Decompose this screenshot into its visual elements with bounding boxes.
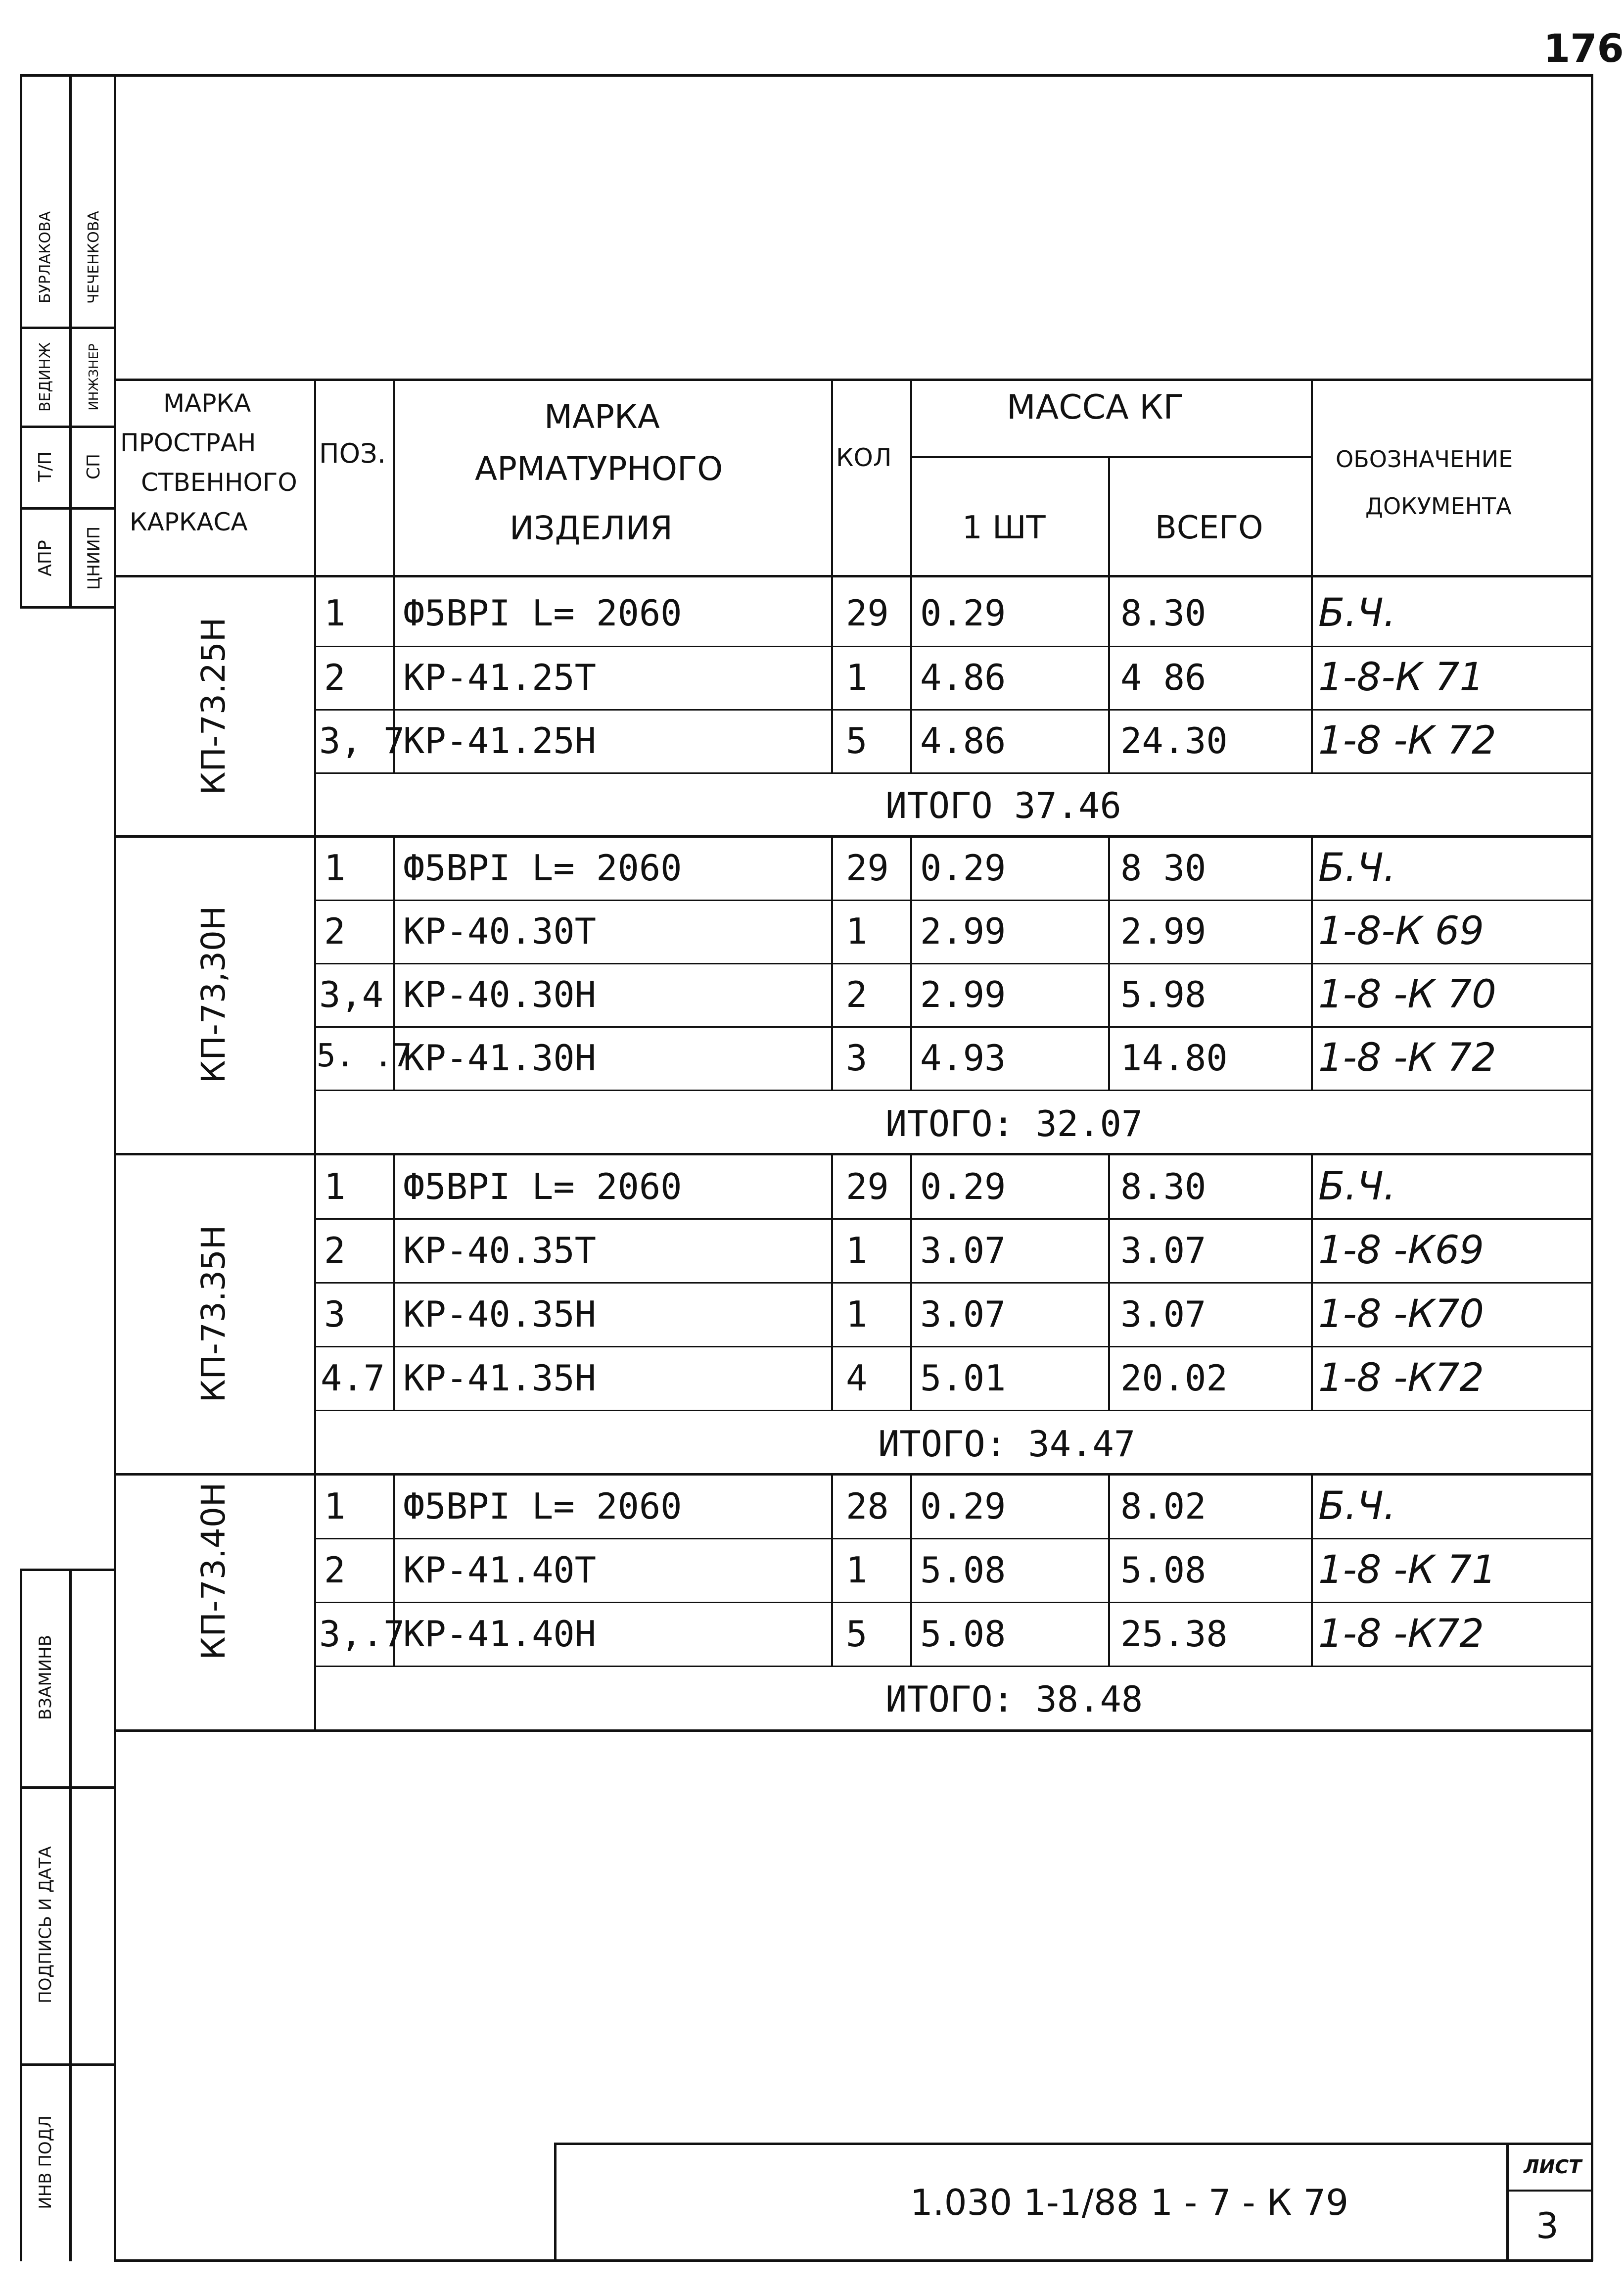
group-total: ИТОГО 37.46 — [885, 785, 1121, 826]
sheet-number: 3 — [1536, 2205, 1559, 2246]
header-bottom-rule — [114, 575, 1593, 577]
header-mass-total: ВСЕГО — [1155, 510, 1263, 546]
group-total: ИТОГО: 32.07 — [885, 1103, 1143, 1145]
drawing-sheet: 176 АПР Т/П ВЕДИНЖ БУРЛАКОВА ЦНИИП СП ИНЖЗНЕР ЧЕЧЕНКОВА ВЗАМИНВ ПОДПИСЬ И ДАТА ИНВ ПОДЛ МАРКА ПРОСТРАН СТВЕННОГО КАРКАСА ПОЗ. МАРКА АРМАТУРНОГО ИЗДЕЛИЯ КОЛ МАССА КГ 1 ШТ ВСЕГО ОБОЗНАЧЕНИЕ ДОКУМЕНТА КП-73.25Н 1 Ф5ВРI L= 2060 29 0.29 8.30 Б.Ч. 2 КР-41.25Т 1 4.86 4 86 1-8-К 71 3, 7 КР-41.25Н 5 4.86 24.30 1-8 -К 72 ИТОГО 37.46 КП-73,30Н 1 Ф5ВРI L= 2060 29 0.29 8 30 Б.Ч. 2 КР-40.30Т 1 2.99 2.99 1-8-К 69 3,4 КР-40.30Н 2 2.99 5.98 1-8 -К 70 5. .7 КР-41.30Н 3 4.93 14.80 1-8 -К 72 ИТОГО: 32.07 КП-73.35Н 1 Ф5ВРI L= 2060 29 0.29 8.30 Б.Ч. 2 КР-40.35Т 1 3.07 3.07 1-8 -К69 3 КР-40.35Н 1 3.07 3.07 1-8 -К70 4.7 КР-41.35Н 4 5.01 20.02 1-8 -К72 ИТОГО: 34.47 КП-73.40Н 1 Ф5ВРI L= 2060 28 0.29 8.02 Б.Ч. 2 КР-41.40Т 1 5.08 5.08 1-8 -К 71 3,.7 КР-41.40Н 5 5.08 25.38 1-8 -К72 ИТОГО: 38.48 1.030 1-1/88 1 - 7 - К 79 ЛИСТ 3 — [0, 0, 1612, 2291]
group-total: ИТОГО: 38.48 — [885, 1678, 1143, 1720]
stamp-role-apr: АПР — [35, 540, 55, 576]
frame-bottom-border — [114, 2259, 1593, 2262]
frame-top-border — [114, 74, 1593, 77]
stamp-inv-podl: ИНВ ПОДЛ — [36, 2115, 55, 2209]
stamp-role-vedinzh: ВЕДИНЖ — [37, 342, 54, 412]
frame-mark: КП-73.25Н — [194, 617, 232, 795]
header-qty: КОЛ — [836, 443, 892, 472]
frame-mark: КП-73.40Н — [194, 1482, 232, 1660]
header-mass: МАССА КГ — [1007, 388, 1184, 427]
header-mass-unit: 1 ШТ — [962, 510, 1046, 546]
document-code: 1.030 1-1/88 1 - 7 - К 79 — [910, 2182, 1349, 2223]
frame-left-border — [114, 74, 116, 2261]
stamp-role-tp: Т/П — [35, 451, 55, 482]
stamp-vzaminv: ВЗАМИНВ — [36, 1634, 55, 1720]
stamp-org-engineer: ИНЖЗНЕР — [87, 343, 101, 411]
sheet-number-top: 176 — [1543, 27, 1624, 71]
frame-mark: КП-73.35Н — [194, 1225, 232, 1403]
stamp-role-name: БУРЛАКОВА — [37, 211, 54, 304]
table-top-rule — [114, 379, 1593, 381]
group-total: ИТОГО: 34.47 — [878, 1423, 1136, 1465]
frame-mark: КП-73,30Н — [194, 906, 232, 1084]
stamp-org-sp: СП — [84, 453, 104, 480]
header-pos: ПОЗ. — [319, 438, 386, 469]
sheet-label: ЛИСТ — [1524, 2156, 1582, 2178]
frame-right-border — [1591, 74, 1593, 2261]
stamp-org-name: ЧЕЧЕНКОВА — [85, 211, 102, 304]
stamp-signature-date: ПОДПИСЬ И ДАТА — [36, 1846, 55, 2004]
stamp-org-cniip: ЦНИИП — [84, 526, 104, 590]
